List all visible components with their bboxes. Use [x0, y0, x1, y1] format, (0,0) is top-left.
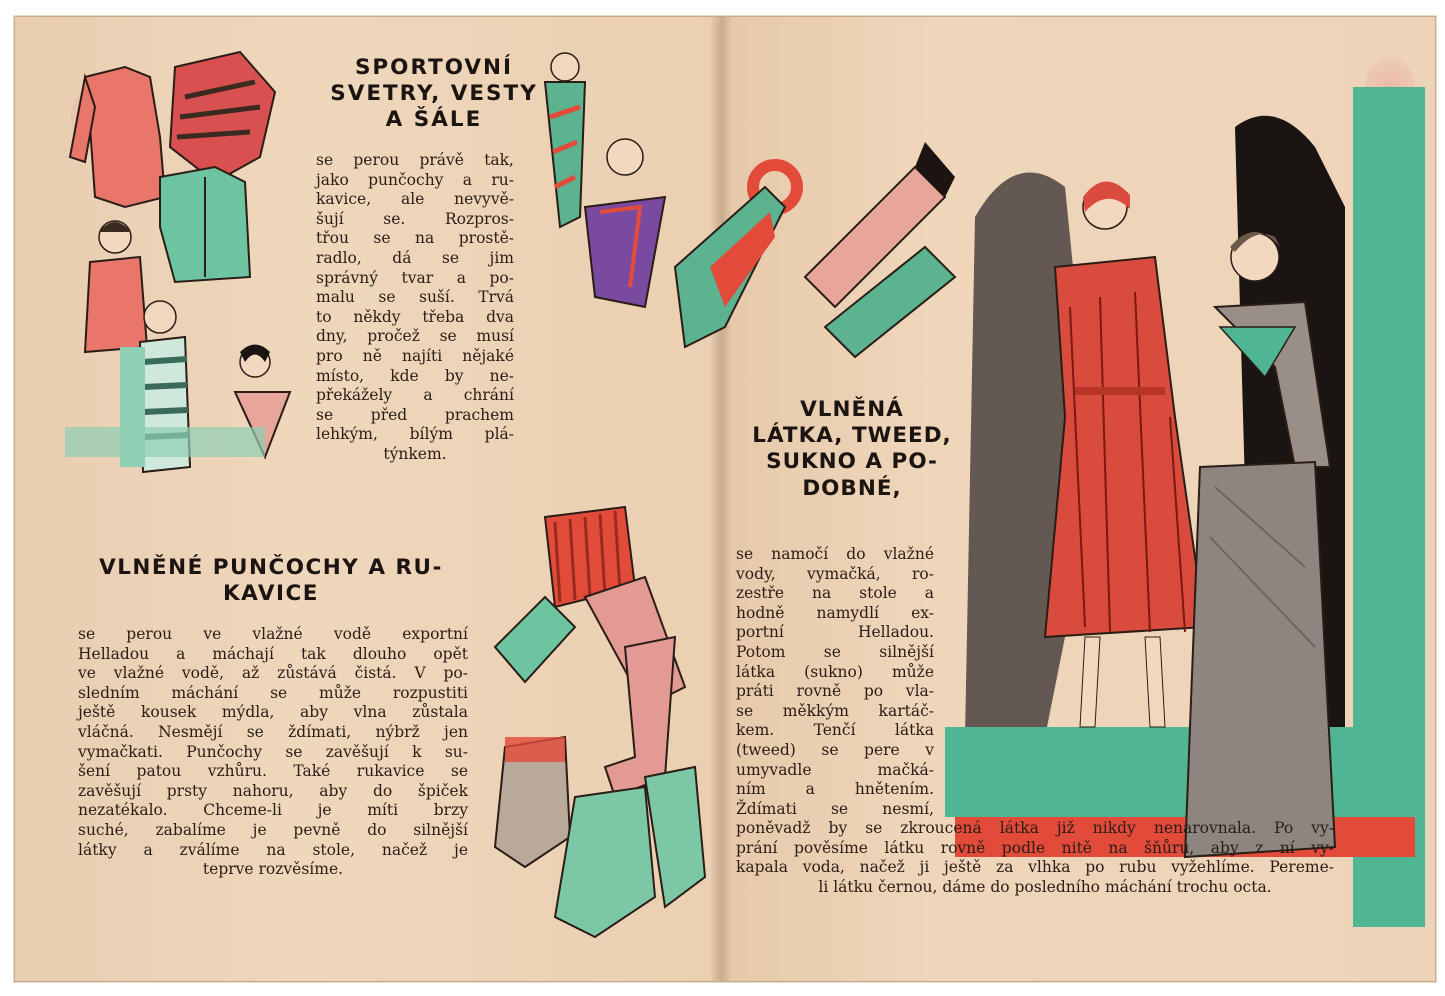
heading-line: VLNĚNÉ PUNČOCHY A RU-	[99, 555, 443, 580]
heading-line: VLNĚNÁ	[800, 397, 904, 422]
body-line: vody, vymačká, ro-	[736, 564, 934, 583]
heading-line: SUKNO A PO-	[766, 449, 938, 475]
fashion-women-illustration	[935, 87, 1425, 947]
body-line: zavěšují prsty nahoru, aby do špiček	[78, 781, 468, 800]
body-line: (tweed) se pere v	[736, 740, 934, 759]
body-line: vymačkati. Punčochy se zavěšují k su-	[78, 742, 468, 761]
body-line: práti rovně po vla-	[736, 682, 934, 701]
body-line: se perou ve vlažné vodě exportní	[78, 625, 468, 643]
body-line: hodně namydlí ex-	[736, 603, 934, 622]
body-line: týnkem.	[383, 444, 447, 463]
body-line: lehkým, bílým plá-	[316, 425, 514, 444]
body-line: zestře na stole a	[736, 584, 934, 603]
body-line: se perou právě tak,	[316, 151, 514, 169]
body-line: portní Helladou.	[736, 623, 934, 642]
sweaters-heading	[329, 55, 539, 134]
body-line: radlo, dá se jim	[316, 248, 514, 267]
body-line: nezatékalo. Chceme-li je míti brzy	[78, 801, 468, 820]
body-line: kapala voda, načež ji ještě za vlhka po rubu vyžehlíme. Pereme-	[736, 858, 1334, 877]
body-line: pro ně najíti nějaké	[316, 346, 514, 365]
body-line: teprve rozvěsíme.	[202, 860, 344, 879]
body-line: se měkkým kartáč-	[736, 701, 934, 720]
body-line: třou se na prostě-	[316, 229, 514, 248]
body-line: Helladou a máchají tak dlouho opět	[78, 644, 468, 663]
body-line: kem. Tenčí látka	[736, 721, 934, 740]
body-line: poněvadž by se zkroucená látka již nikdy nenarovnala. Po vy-	[736, 819, 1334, 837]
body-line: ještě kousek mýdla, aby vlna zůstala	[78, 703, 468, 722]
body-line: Potom se silnější	[736, 642, 934, 661]
body-line: vláčná. Nesmějí se ždímati, nýbrž jen	[78, 722, 468, 741]
body-line: jako punčochy a ru-	[316, 170, 514, 189]
heading-line: DOBNÉ,	[802, 475, 902, 501]
body-line: šení patou vzhůru. Také rukavice se	[78, 762, 468, 781]
body-line: to někdy třeba dva	[316, 307, 514, 326]
heading-line: LÁTKA, TWEED,	[752, 423, 952, 449]
heading-line: A ŠÁLE	[385, 107, 483, 133]
body-line: překážely a chrání	[316, 386, 514, 405]
fabric-body-column	[736, 545, 934, 819]
body-line: dny, pročež se musí	[316, 327, 514, 346]
body-line: správný tvar a po-	[316, 268, 514, 287]
fabric-heading	[727, 397, 977, 502]
sweaters-illustration	[65, 47, 325, 487]
body-line: ním a hnětením.	[736, 780, 934, 799]
heading-line: KAVICE	[223, 581, 319, 607]
body-line: prání pověsíme látku rovně podle nitě na šňůru, aby z ní vy-	[736, 838, 1334, 857]
body-line: sledním máchání se může rozpustiti	[78, 683, 468, 702]
body-line: látka (sukno) může	[736, 662, 934, 681]
stockings-gloves-illustration	[475, 497, 725, 947]
body-line: suché, zabalíme je pevně do silnější	[78, 820, 468, 839]
body-line: li látku černou, dáme do posledního máchání trochu octa.	[818, 877, 1272, 896]
fabric-body-full	[736, 819, 1334, 897]
stockings-body	[78, 625, 468, 880]
body-line: místo, kde by ne-	[316, 366, 514, 385]
body-line: malu se suší. Trvá	[316, 288, 514, 307]
heading-line: SPORTOVNÍ	[354, 55, 514, 80]
body-line: Ždímati se nesmí,	[736, 799, 934, 818]
body-line: kavice, ale nevyvě-	[316, 190, 514, 209]
sweaters-body	[316, 151, 514, 465]
scarves-gloves-illustration	[525, 37, 965, 437]
body-line: šují se. Rozpros-	[316, 209, 514, 228]
booklet-spread	[14, 16, 1436, 982]
body-line: látky a zválíme na stole, načež je	[78, 840, 468, 859]
heading-line: SVETRY, VESTY	[330, 81, 538, 107]
body-line: umyvadle mačká-	[736, 760, 934, 779]
body-line: se před prachem	[316, 405, 514, 424]
body-line: se namočí do vlažné	[736, 545, 934, 563]
body-line: ve vlažné vodě, až zůstává čistá. V po-	[78, 664, 468, 683]
stockings-heading	[61, 555, 481, 607]
